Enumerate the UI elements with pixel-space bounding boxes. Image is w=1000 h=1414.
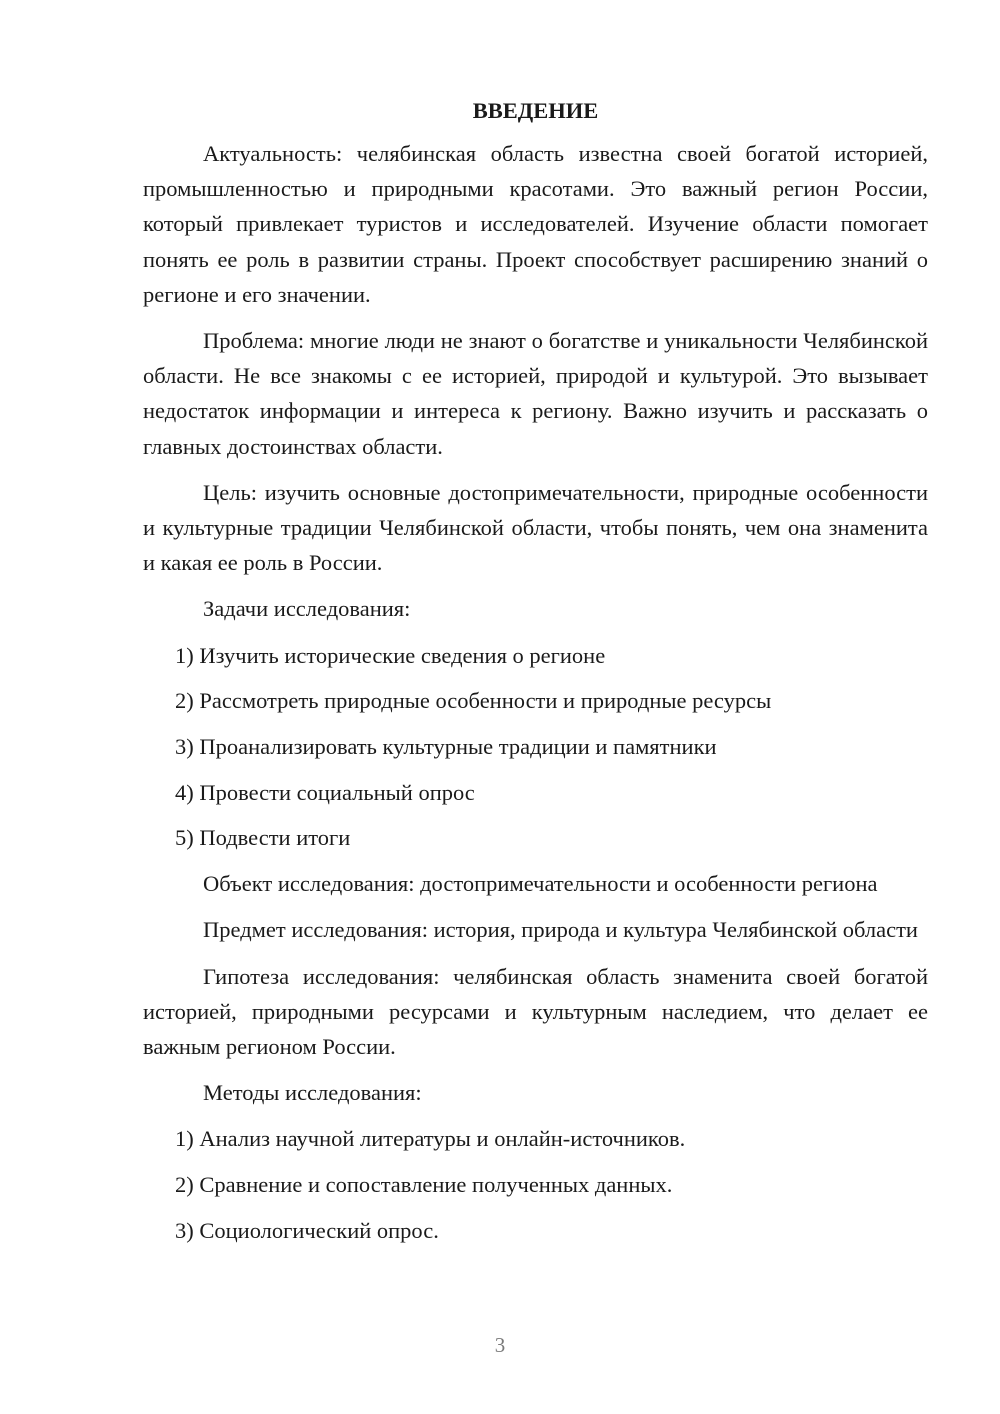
list-item: 1) Изучить исторические сведения о регионе (175, 642, 606, 668)
object-paragraph: Объект исследования: достопримечательности и особенности региона (203, 871, 878, 897)
list-item: 2) Рассмотреть природные особенности и природные ресурсы (175, 688, 772, 714)
problem-paragraph: Проблема: многие люди не знают о богатстве и уникальности Челябинской области. Не все знакомы с ее историей, природой и культурой. Это вызывает недостаток информации и интереса к региону. Важно изучить и рассказать о главных достоинствах области. (143, 328, 928, 459)
tasks-label: Задачи исследования: (203, 596, 411, 622)
hypothesis-paragraph: Гипотеза исследования: челябинская область знаменита своей богатой историей, природными ресурсами и культурным наследием, что делает ее важным регионом России. (143, 963, 928, 1059)
methods-list (143, 1121, 928, 1248)
goal-paragraph: Цель: изучить основные достопримечательности, природные особенности и культурные традиции Челябинской области, чтобы понять, чем она знаменита и какая ее роль в России. (143, 479, 928, 576)
methods-label: Методы исследования: (203, 1080, 422, 1106)
tasks-list (143, 638, 928, 856)
document-page (143, 96, 928, 1258)
section-title: ВВЕДЕНИЕ (472, 98, 599, 123)
relevance-paragraph: Актуальность: челябинская область известна своей богатой историей, промышленностью и природными красотами. Это важный регион России, который привлекает туристов и исследователей. Изучение области помогает понять ее роль в развитии страны. Проект способствует расширению знаний о регионе и его значении. (143, 141, 928, 307)
list-item: 1) Анализ научной литературы и онлайн-источников. (175, 1126, 686, 1152)
list-item: 3) Проанализировать культурные традиции и памятники (175, 734, 717, 760)
list-item: 3) Социологический опрос. (175, 1217, 439, 1243)
subject-paragraph: Предмет исследования: история, природа и культура Челябинской области (203, 917, 918, 943)
list-item: 2) Сравнение и сопоставление полученных данных. (175, 1172, 673, 1198)
page-number: 3 (494, 1333, 506, 1357)
list-item: 5) Подвести итоги (175, 825, 351, 851)
list-item: 4) Провести социальный опрос (175, 779, 475, 805)
